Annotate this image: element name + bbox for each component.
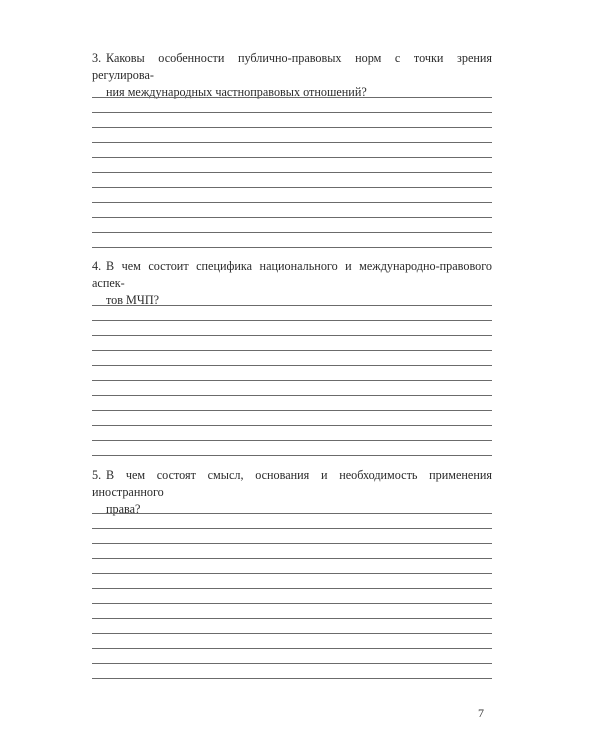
question-5-number: 5.: [92, 468, 102, 482]
answer-line: [92, 513, 492, 514]
answer-line: [92, 232, 492, 233]
answer-line: [92, 455, 492, 456]
answer-line: [92, 588, 492, 589]
answer-line: [92, 678, 492, 679]
answer-line: [92, 172, 492, 173]
page-number: 7: [478, 706, 484, 720]
answer-line: [92, 187, 492, 188]
answer-line: [92, 633, 492, 634]
answer-line: [92, 127, 492, 128]
question-5: [92, 467, 492, 518]
question-4: [92, 258, 492, 309]
answer-line: [92, 247, 492, 248]
answer-line: [92, 217, 492, 218]
answer-line: [92, 395, 492, 396]
answer-line: [92, 365, 492, 366]
answer-line: [92, 663, 492, 664]
question-3-number: 3.: [92, 51, 102, 65]
answer-line: [92, 112, 492, 113]
answer-line: [92, 648, 492, 649]
question-5-text: 5. В чем состоят смысл, основания и необходимость применения иностранного права?: [92, 468, 492, 516]
answer-line: [92, 305, 492, 306]
question-3-text: 3. Каковы особенности публично-правовых норм с точки зрения регулирова- ния международных частноправовых отношений?: [92, 51, 492, 99]
answer-line: [92, 558, 492, 559]
answer-line: [92, 142, 492, 143]
answer-line: [92, 380, 492, 381]
question-3: [92, 50, 492, 101]
answer-line: [92, 157, 492, 158]
answer-line: [92, 97, 492, 98]
answer-line: [92, 573, 492, 574]
answer-line: [92, 528, 492, 529]
answer-line: [92, 350, 492, 351]
answer-line: [92, 335, 492, 336]
answer-line: [92, 425, 492, 426]
question-4-number: 4.: [92, 259, 102, 273]
question-4-text: 4. В чем состоит специфика национального и международно-правового аспек- тов МЧП?: [92, 259, 492, 307]
answer-line: [92, 618, 492, 619]
answer-line: [92, 410, 492, 411]
answer-line: [92, 603, 492, 604]
answer-line: [92, 202, 492, 203]
answer-line: [92, 440, 492, 441]
answer-line: [92, 543, 492, 544]
answer-line: [92, 320, 492, 321]
